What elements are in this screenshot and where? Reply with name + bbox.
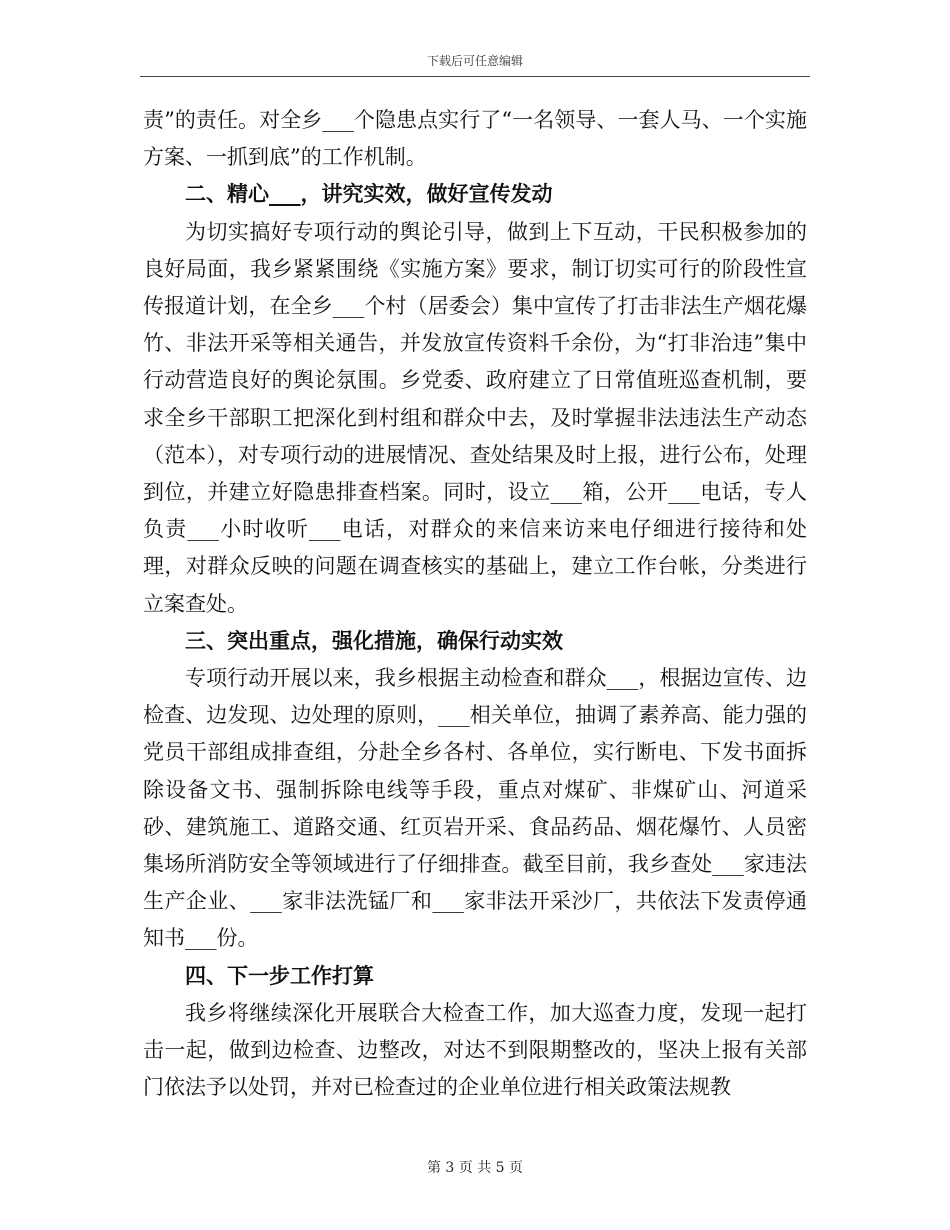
header-divider <box>140 76 810 77</box>
page-number: 第 3 页 共 5 页 <box>426 1160 524 1176</box>
paragraph-inspection: 专项行动开展以来，我乡根据主动检查和群众___，根据边宣传、边检查、边发现、边处理的原则，___相关单位，抽调了素养高、能力强的党员干部组成排查组，分赴全乡各村、各单位，实行断电、下发书面拆除设备文书、强制拆除电线等手段，重点对煤矿、非煤矿山、河道采砂、建筑施工、道路交通、红页岩开采、食品药品、烟花爆竹、人员密集场所消防安全等领域进行了仔细排查。截至目前，我乡查处___家违法生产企业、___家非法洗锰厂和___家非法开采沙厂，共依法下发责停通知书___份。 <box>143 666 807 951</box>
paragraph-next-steps: 我乡将继续深化开展联合大检查工作，加大巡查力度，发现一起打击一起，做到边检查、边整改，对达不到限期整改的，坚决上报有关部门依法予以处罚，并对已检查过的企业单位进行相关政策法规教 <box>143 1000 807 1100</box>
paragraph-publicity: 为切实搞好专项行动的舆论引导，做到上下互动，干民积极参加的良好局面，我乡紧紧围绕《实施方案》要求，制订切实可行的阶段性宣传报道计划，在全乡___个村（居委会）集中宣传了打击非法生产烟花爆竹、非法开采等相关通告，并发放宣传资料千余份，为“打非治违”集中行动营造良好的舆论氛围。乡党委、政府建立了日常值班巡查机制，要求全乡干部职工把深化到村组和群众中去，及时掌握非法违法生产动态（范本），对专项行动的进展情况、查处结果及时上报，进行公布，处理到位，并建立好隐患排查档案。同时，设立___箱，公开___电话，专人负责___小时收听___电话，对群众的来信来访来电仔细进行接待和处理，对群众反映的问题在调查核实的基础上，建立工作台帐，分类进行立案查处。 <box>143 219 807 616</box>
document-body <box>143 102 807 1106</box>
section-heading-2: 二、精心___，讲究实效，做好宣传发动 <box>185 182 553 207</box>
section-heading-4: 四、下一步工作打算 <box>185 963 374 988</box>
paragraph-continuation: 责”的责任。对全乡___个隐患点实行了“一名领导、一套人马、一个实施方案、一抓到底”的工作机制。 <box>143 108 807 170</box>
section-heading-3: 三、突出重点，强化措施，确保行动实效 <box>185 628 563 653</box>
page-header: 下载后可任意编辑 <box>426 54 523 68</box>
